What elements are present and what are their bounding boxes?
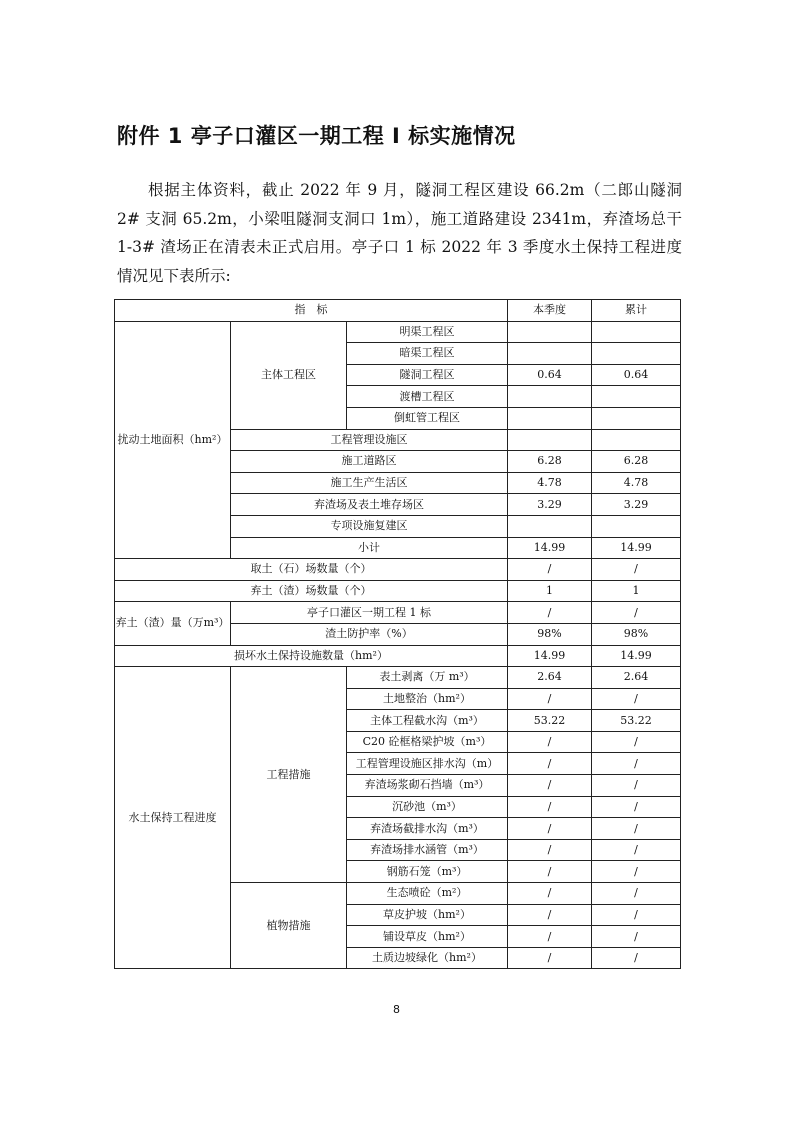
- row-name: 专项设施复建区: [231, 515, 508, 537]
- row-quarter: /: [508, 904, 592, 926]
- row-name: 生态喷砼（m²）: [347, 883, 508, 905]
- row-name: 隧洞工程区: [347, 364, 508, 386]
- table-row: [115, 580, 681, 602]
- row-quarter: /: [508, 947, 592, 969]
- row-name: 亭子口灌区一期工程 1 标: [231, 602, 508, 624]
- row-total: 1: [592, 580, 681, 602]
- row-quarter: /: [508, 602, 592, 624]
- row-total: [592, 407, 681, 429]
- row-total: /: [592, 904, 681, 926]
- row-total: /: [592, 731, 681, 753]
- row-quarter: /: [508, 731, 592, 753]
- row-total: /: [592, 688, 681, 710]
- row-name: 倒虹管工程区: [347, 407, 508, 429]
- row-total: 4.78: [592, 472, 681, 494]
- row-quarter: /: [508, 796, 592, 818]
- main-area-label: 主体工程区: [231, 321, 347, 429]
- row-name: 弃渣场排水涵管（m³）: [347, 839, 508, 861]
- row-total: /: [592, 753, 681, 775]
- plant-label: 植物措施: [231, 883, 347, 969]
- row-name: 渣土防护率（%）: [231, 623, 508, 645]
- row-total: [592, 515, 681, 537]
- header-indicator: 指 标: [115, 300, 508, 322]
- row-name: 弃渣场及表土堆存场区: [231, 494, 508, 516]
- row-quarter: 1: [508, 580, 592, 602]
- row-quarter: /: [508, 883, 592, 905]
- row-total: [592, 343, 681, 365]
- row-name: 草皮护坡（hm²）: [347, 904, 508, 926]
- progress-label: 水土保持工程进度: [115, 667, 231, 969]
- row-name: 工程管理设施区排水沟（m）: [347, 753, 508, 775]
- engineering-label: 工程措施: [231, 667, 347, 883]
- row-total: /: [592, 883, 681, 905]
- row-quarter: 2.64: [508, 667, 592, 689]
- row-name: 工程管理设施区: [231, 429, 508, 451]
- row-total: 2.64: [592, 667, 681, 689]
- row-quarter: 0.64: [508, 364, 592, 386]
- row-name: 钢筋石笼（m³）: [347, 861, 508, 883]
- row-quarter: 3.29: [508, 494, 592, 516]
- header-total: 累计: [592, 300, 681, 322]
- row-name: 取土（石）场数量（个）: [115, 559, 508, 581]
- row-quarter: [508, 321, 592, 343]
- row-quarter: 98%: [508, 623, 592, 645]
- row-name: 暗渠工程区: [347, 343, 508, 365]
- row-total: 14.99: [592, 645, 681, 667]
- row-quarter: 6.28: [508, 451, 592, 473]
- row-quarter: [508, 407, 592, 429]
- row-total: 98%: [592, 623, 681, 645]
- row-quarter: 4.78: [508, 472, 592, 494]
- row-name: 主体工程截水沟（m³）: [347, 710, 508, 732]
- table-row: [115, 559, 681, 581]
- row-name: 施工生产生活区: [231, 472, 508, 494]
- row-total: /: [592, 861, 681, 883]
- row-quarter: [508, 429, 592, 451]
- row-quarter: [508, 386, 592, 408]
- page-number: 8: [393, 1003, 400, 1016]
- table-row: [115, 300, 681, 322]
- row-quarter: [508, 515, 592, 537]
- row-name: 弃渣场截排水沟（m³）: [347, 818, 508, 840]
- row-name: 明渠工程区: [347, 321, 508, 343]
- body-paragraph: 根据主体资料，截止 2022 年 9 月，隧洞工程区建设 66.2m（二郎山隧洞 2# 支洞 65.2m，小梁咀隧洞支洞口 1m），施工道路建设 2341m，弃渣场总干 1-3# 渣场正在清表未正式启用。亭子口 1 标 2022 年 3 季度水土保持工程进度情况见下表所示:: [117, 181, 682, 285]
- row-quarter: /: [508, 775, 592, 797]
- row-quarter: /: [508, 559, 592, 581]
- row-name: 损坏水土保持设施数量（hm²）: [115, 645, 508, 667]
- row-quarter: /: [508, 839, 592, 861]
- row-total: /: [592, 839, 681, 861]
- table-row: [115, 645, 681, 667]
- row-quarter: /: [508, 753, 592, 775]
- row-name: 弃渣场浆砌石挡墙（m³）: [347, 775, 508, 797]
- row-total: /: [592, 775, 681, 797]
- progress-table: [114, 299, 681, 969]
- row-total: 53.22: [592, 710, 681, 732]
- row-quarter: /: [508, 926, 592, 948]
- row-total: /: [592, 818, 681, 840]
- spoil-label: 弃土（渣）量（万m³）: [115, 602, 231, 645]
- row-total: /: [592, 796, 681, 818]
- row-name: 小计: [231, 537, 508, 559]
- row-total: 6.28: [592, 451, 681, 473]
- row-name: 施工道路区: [231, 451, 508, 473]
- row-total: /: [592, 559, 681, 581]
- row-total: /: [592, 602, 681, 624]
- row-total: [592, 429, 681, 451]
- table-row: [115, 321, 681, 343]
- row-total: /: [592, 926, 681, 948]
- row-name: 土质边坡绿化（hm²）: [347, 947, 508, 969]
- row-quarter: /: [508, 818, 592, 840]
- row-quarter: 14.99: [508, 645, 592, 667]
- row-quarter: [508, 343, 592, 365]
- row-quarter: 53.22: [508, 710, 592, 732]
- table-row: [115, 602, 681, 624]
- row-total: [592, 321, 681, 343]
- row-total: 14.99: [592, 537, 681, 559]
- row-name: 表土剥离（万 m³）: [347, 667, 508, 689]
- header-quarter: 本季度: [508, 300, 592, 322]
- row-total: 3.29: [592, 494, 681, 516]
- row-quarter: /: [508, 861, 592, 883]
- disturb-label: 扰动土地面积（hm²）: [115, 321, 231, 559]
- table-row: [115, 667, 681, 689]
- row-quarter: /: [508, 688, 592, 710]
- row-total: [592, 386, 681, 408]
- row-name: C20 砼框格梁护坡（m³）: [347, 731, 508, 753]
- row-name: 渡槽工程区: [347, 386, 508, 408]
- row-quarter: 14.99: [508, 537, 592, 559]
- row-total: /: [592, 947, 681, 969]
- page-title: 附件 1 亭子口灌区一期工程 I 标实施情况: [117, 124, 516, 148]
- row-name: 弃土（渣）场数量（个）: [115, 580, 508, 602]
- row-total: 0.64: [592, 364, 681, 386]
- row-name: 沉砂池（m³）: [347, 796, 508, 818]
- row-name: 土地整治（hm²）: [347, 688, 508, 710]
- row-name: 铺设草皮（hm²）: [347, 926, 508, 948]
